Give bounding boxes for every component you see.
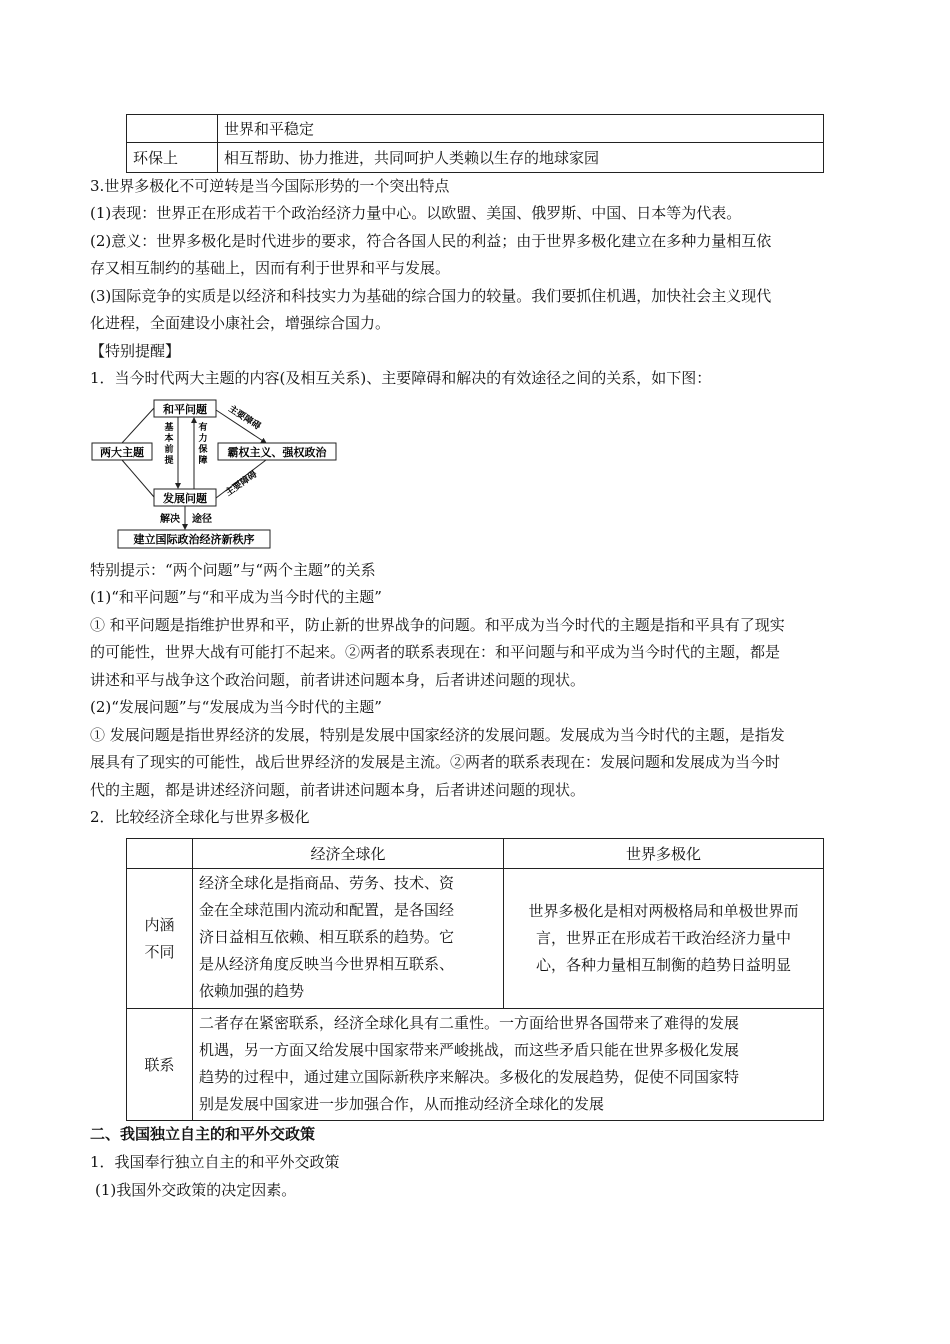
paragraph: 展具有了现实的可能性，战后世界经济的发展是主流。②两者的联系表现在：发展问题和发展成为当今时 xyxy=(90,753,781,771)
paragraph: (2)“发展问题”与“发展成为当今时代的主题” xyxy=(90,698,382,716)
paragraph: (1)表现：世界正在形成若干个政治经济力量中心。以欧盟、美国、俄罗斯、中国、日本等为代表。 xyxy=(90,204,742,222)
two-themes-label: 两大主题 xyxy=(100,446,144,459)
table-cell-empty xyxy=(127,839,193,869)
connector-line xyxy=(122,460,154,497)
svg-text:提: 提 xyxy=(164,456,174,466)
table-cell-label: 环保上 xyxy=(127,143,218,173)
svg-text:前: 前 xyxy=(164,445,174,455)
cell-line: 别是发展中国家进一步加强合作，从而推动经济全球化的发展 xyxy=(199,1095,605,1113)
svg-text:有: 有 xyxy=(198,423,208,433)
svg-text:保: 保 xyxy=(198,445,208,455)
cell-line: 心，各种力量相互制衡的趋势日益明显 xyxy=(535,956,791,974)
table-row xyxy=(127,1009,824,1121)
solve-label: 解决 xyxy=(160,514,180,525)
row-label-line: 不同 xyxy=(144,942,175,961)
paragraph: 讲述和平与战争这个政治问题，前者讲述问题本身，后者讲述问题的现状。 xyxy=(90,671,586,689)
table-cell-link xyxy=(193,1009,824,1121)
paragraph: 的可能性，世界大战有可能打不起来。②两者的联系表现在：和平问题与和平成为当今时代的主题，都是 xyxy=(90,643,781,661)
paragraph: ① 和平问题是指维护世界和平，防止新的世界战争的问题。和平成为当今时代的主题是指和平具有了现实 xyxy=(90,616,785,634)
table-cell-globalization xyxy=(193,869,504,1009)
order-label: 建立国际政治经济新秩序 xyxy=(133,533,255,546)
table-cell-text: 相互帮助、协力推进，共同呵护人类赖以生存的地球家园 xyxy=(218,143,824,173)
paragraph: 存又相互制约的基础上，因而有利于世界和平与发展。 xyxy=(90,259,451,277)
peace-label: 和平问题 xyxy=(163,403,207,416)
cell-line: 趋势的过程中，通过建立国际新秩序来解决。多极化的发展趋势，促使不同国家特 xyxy=(199,1068,740,1086)
svg-text:力: 力 xyxy=(198,434,208,444)
table-row xyxy=(127,143,824,173)
table-cell-text: 世界和平稳定 xyxy=(218,115,824,143)
section-heading: 二、我国独立自主的和平外交政策 xyxy=(90,1125,316,1143)
table-header-row xyxy=(127,839,824,869)
column-header: 世界多极化 xyxy=(504,839,824,869)
table-row xyxy=(127,869,824,1009)
paragraph: (3)国际竞争的实质是以经济和科技实力为基础的综合国力的较量。我们要抓住机遇，加快社会主义现代 xyxy=(90,287,772,305)
tip-title: 特别提示：“两个问题”与“两个主题”的关系 xyxy=(90,561,376,579)
cell-line: 经济全球化是指商品、劳务、技术、资 xyxy=(199,874,455,892)
cell-line: 是从经济角度反映当今世界相互联系、 xyxy=(199,955,455,973)
row-label-line: 内涵 xyxy=(144,915,175,934)
connector-line xyxy=(122,408,154,443)
row-label xyxy=(127,869,193,1009)
svg-text:障: 障 xyxy=(198,456,208,466)
obstacle-label-top: 主要障碍 xyxy=(226,404,263,433)
cell-line: 济日益相互依赖、相互联系的趋势。它 xyxy=(199,928,455,946)
path-label: 途径 xyxy=(192,514,212,525)
cell-line: 依赖加强的趋势 xyxy=(199,982,305,1000)
paragraph: 代的主题，都是讲述经济问题，前者讲述问题本身，后者讲述问题的现状。 xyxy=(90,781,586,799)
cell-line: 世界多极化是相对两极格局和单极世界而 xyxy=(528,902,799,920)
svg-text:基: 基 xyxy=(164,423,174,433)
cell-line: 金在全球范围内流动和配置，是各国经 xyxy=(199,901,455,919)
section-title: 3.世界多极化不可逆转是当今国际形势的一个突出特点 xyxy=(90,177,450,195)
row-label: 联系 xyxy=(127,1009,193,1121)
paragraph: ① 发展问题是指世界经济的发展，特别是发展中国家经济的发展问题。发展成为当今时代的主题，是指发 xyxy=(90,726,785,744)
guarantee-label xyxy=(197,421,207,466)
cell-line: 言，世界正在形成若干政治经济力量中 xyxy=(535,929,791,947)
paragraph: 1．我国奉行独立自主的和平外交政策 xyxy=(90,1153,340,1171)
paragraph: (2)意义：世界多极化是时代进步的要求，符合各国人民的利益；由于世界多极化建立在多种力量相互依 xyxy=(90,232,772,250)
special-reminder-header: 【特别提醒】 xyxy=(90,342,181,360)
section-title: 2．比较经济全球化与世界多极化 xyxy=(90,808,310,826)
cell-line: 二者存在紧密联系，经济全球化具有二重性。一方面给世界各国带来了难得的发展 xyxy=(199,1014,740,1032)
table-cell-multipolarity xyxy=(504,869,824,1009)
svg-text:本: 本 xyxy=(164,434,174,444)
paragraph: 1．当今时代两大主题的内容(及相互关系)、主要障碍和解决的有效途径之间的关系，如下图： xyxy=(90,369,712,387)
development-label: 发展问题 xyxy=(163,492,207,505)
table-environment xyxy=(126,114,824,173)
table-row xyxy=(127,115,824,143)
themes-diagram xyxy=(90,398,350,550)
paragraph: 化进程，全面建设小康社会，增强综合国力。 xyxy=(90,314,391,332)
paragraph: (1)我国外交政策的决定因素。 xyxy=(95,1181,297,1199)
paragraph: (1)“和平问题”与“和平成为当今时代的主题” xyxy=(90,588,382,606)
hegemony-label: 霸权主义、强权政治 xyxy=(227,446,327,459)
obstacle-label-bottom: 主要障碍 xyxy=(223,469,260,499)
cell-line: 机遇，另一方面又给发展中国家带来严峻挑战，而这些矛盾只能在世界多极化发展 xyxy=(199,1041,740,1059)
column-header: 经济全球化 xyxy=(193,839,504,869)
table-cell-label xyxy=(127,115,218,143)
comparison-table xyxy=(126,838,824,1121)
basic-premise-label xyxy=(163,421,173,466)
